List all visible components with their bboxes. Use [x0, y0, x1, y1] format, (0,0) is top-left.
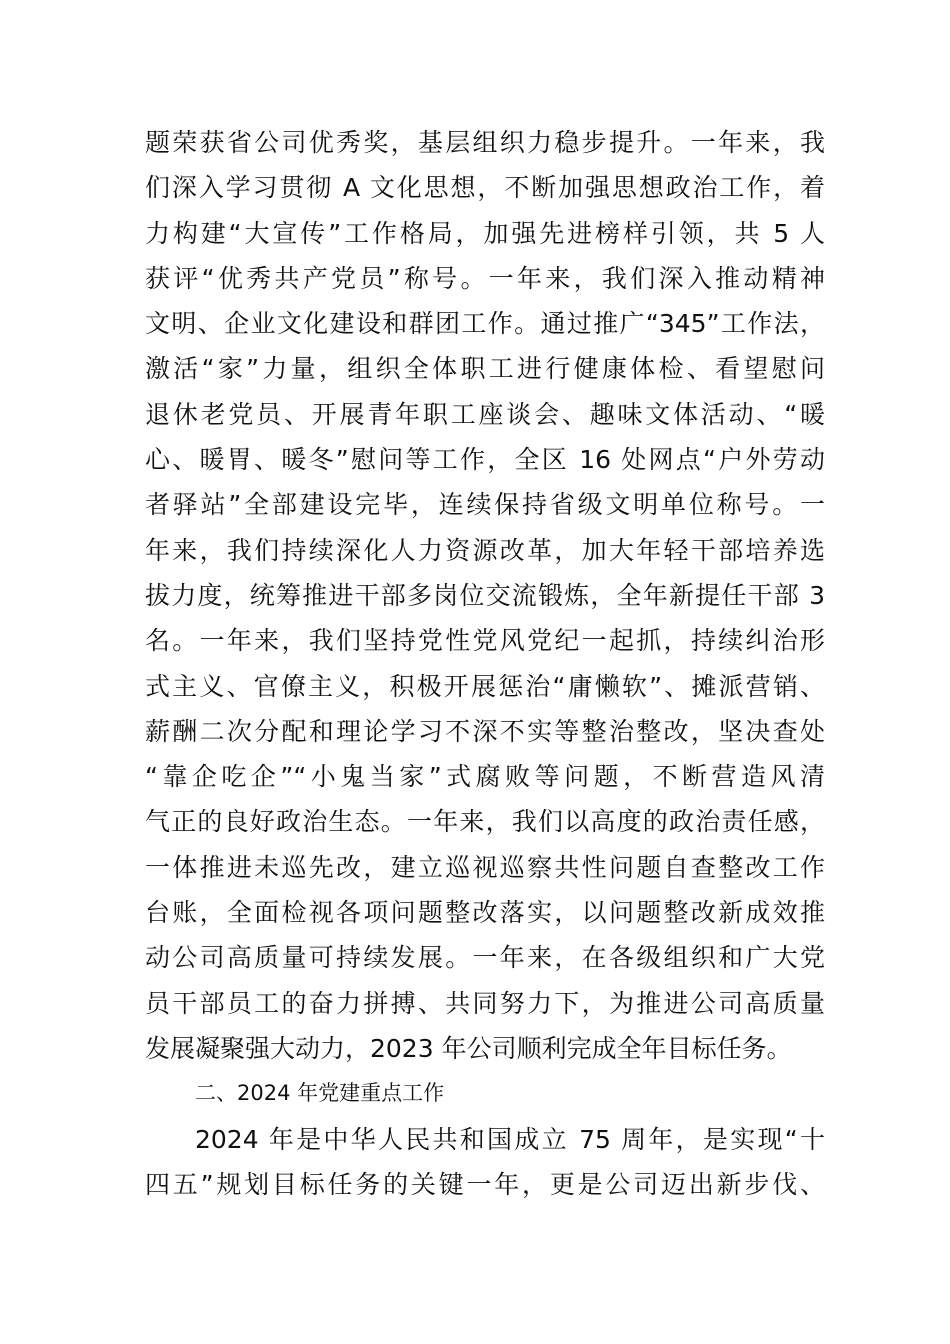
text-line: 发展凝聚强大动力，2023 年公司顺利完成全年目标任务。: [145, 1033, 792, 1063]
text-line: 台账，全面检视各项问题整改落实，以问题整改新成效推: [145, 898, 825, 928]
section-heading: 二、2024 年党建重点工作: [195, 1081, 445, 1106]
text-line: 薪酬二次分配和理论学习不深不实等整治整改，坚决查处: [145, 716, 825, 746]
text-line: 激活“家”力量，组织全体职工进行健康体检、看望慰问: [145, 354, 825, 384]
text-line: 拔力度，统筹推进干部多岗位交流锻炼，全年新提任干部 3: [145, 580, 825, 610]
text-line: 气正的良好政治生态。一年来，我们以高度的政治责任感，: [145, 807, 825, 837]
text-line: 获评“优秀共产党员”称号。一年来，我们深入推动精神: [145, 263, 825, 293]
paragraph-line: 四五”规划目标任务的关键一年，更是公司迈出新步伐、: [145, 1169, 825, 1199]
text-line: 年来，我们持续深化人力资源改革，加大年轻干部培养选: [145, 535, 825, 565]
text-line: 一体推进未巡先改，建立巡视巡察共性问题自查整改工作: [145, 852, 825, 882]
body-text: [145, 120, 825, 1207]
paragraph-line: 2024 年是中华人民共和国成立 75 周年，是实现“十: [195, 1124, 825, 1154]
text-line: 员干部员工的奋力拼搏、共同努力下，为推进公司高质量: [145, 988, 825, 1018]
text-line: 名。一年来，我们坚持党性党风党纪一起抓，持续纠治形: [145, 626, 825, 656]
text-line: 式主义、官僚主义，积极开展惩治“庸懒软”、摊派营销、: [145, 671, 825, 701]
text-line: 题荣获省公司优秀奖，基层组织力稳步提升。一年来，我: [145, 128, 825, 157]
text-line: 退休老党员、开展青年职工座谈会、趣味文体活动、“暖: [145, 399, 825, 429]
text-line: 力构建“大宣传”工作格局，加强先进榜样引领，共 5 人: [145, 218, 825, 248]
text-line: 文明、企业文化建设和群团工作。通过推广“345”工作法，: [145, 309, 825, 339]
text-line: 者驿站”全部建设完毕，连续保持省级文明单位称号。一: [145, 490, 825, 520]
text-line: 心、暖胃、暖冬”慰问等工作，全区 16 处网点“户外劳动: [145, 445, 825, 475]
text-line: “靠企吃企”“小鬼当家”式腐败等问题，不断营造风清: [145, 762, 825, 792]
text-line: 动公司高质量可持续发展。一年来，在各级组织和广大党: [145, 943, 825, 973]
text-line: 们深入学习贯彻 A 文化思想，不断加强思想政治工作，着: [145, 173, 825, 203]
